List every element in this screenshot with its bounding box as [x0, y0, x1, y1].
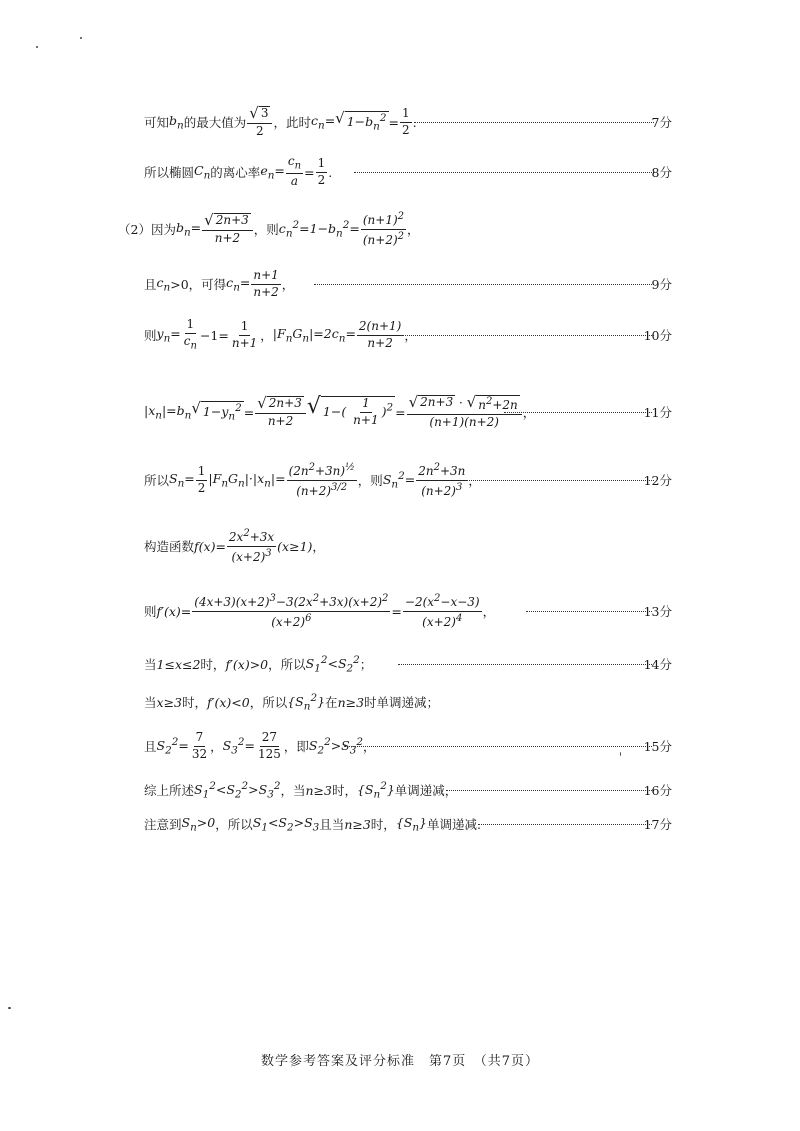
score-mark: 12分 [643, 473, 672, 488]
math-expression: 构造函数 f(x)= $\frac{2x^2+3x}{(x+2)^3}$ (x≥1) ， [144, 527, 325, 564]
score-mark: 16分 [643, 783, 672, 798]
solution-line [0, 802, 800, 846]
scan-speck [8, 1007, 11, 1009]
leader-dots [414, 122, 654, 123]
leader-dots [478, 824, 652, 825]
math-expression: 当 1≤x≤2 时， f′(x)>0 ，所以 $S_1^2<S_2^2$ ； [144, 653, 373, 675]
score-mark: 8分 [651, 165, 672, 180]
score-mark: 15分 [643, 739, 672, 754]
leader-dots [526, 611, 652, 612]
math-expression: 且 $S_2^2=$ $\frac{7}{32}$ ， $S_3^2=$ $\frac{27}{125}$ ，即 $S_2^2>S_3^2$ ， [144, 729, 376, 761]
score-mark: 9分 [651, 277, 672, 292]
math-expression: 注意到 $S_n>0$ ，所以 $S_1<S_2>S_3$ 且当 n≥3 时， $\{S_n\}$ 单调递减. [144, 814, 481, 834]
solution-line [0, 589, 800, 633]
leader-dots [504, 412, 652, 413]
solution-line [0, 100, 800, 144]
solution-line [0, 680, 800, 724]
math-expression: 当 x≥3 时， f′(x)<0 ，所以 $\{S_n^2\}$ 在 n≥3 时单调递减； [144, 691, 440, 713]
math-expression: 则 $y_n=$ $\frac{1}{c_n}$ −1= $\frac{1}{n+1}$ ， $|F_nG_n|=2c_n=$ $\frac{2(n+1)}{n+2}$ ， [144, 317, 417, 352]
leader-dots [314, 284, 654, 285]
solution-line [0, 262, 800, 306]
score-mark: 10分 [643, 328, 672, 343]
math-expression: 且 $c_n$ >0，可得 $c_n=$ $\frac{n+1}{n+2}$ ， [144, 267, 295, 299]
math-expression: 所以椭圆 $C_n$ 的离心率 $e_n=$ $\frac{c_n}{a}$ = $\frac{1}{2}$ . [144, 154, 333, 189]
leader-dots [466, 480, 654, 481]
solution-line [0, 313, 800, 357]
score-mark: 14分 [643, 657, 672, 672]
solution-line [0, 390, 800, 434]
math-expression: （2）因为 $b_n=$ √ 2n+3 n+2 ，则 $c_n^2=1-b_n^2=$ $\frac{(n+1)^2}{(n+2)^2}$ ， [118, 210, 420, 247]
score-mark: 13分 [643, 604, 672, 619]
leader-dots [344, 746, 652, 747]
solution-line [0, 524, 800, 568]
score-mark: 17分 [643, 817, 672, 832]
leader-dots [400, 335, 654, 336]
math-expression: 可知 $b_n$ 的最大值为 √ 3 2 ，此时 $c_n=$ √ $1-b_n^2$ = $\frac{1}{2}$ . [144, 103, 417, 138]
page-footer: 数学参考答案及评分标准 第7页 （共7页） [260, 1054, 540, 1069]
score-mark: 11分 [643, 405, 672, 420]
leader-dots [354, 172, 654, 173]
scan-speck [36, 46, 38, 48]
solution-line [0, 207, 800, 251]
math-expression: 则 f′(x)= $\frac{(4x+3)(x+2)^3-3(2x^2+3x)(x+2)^2}{(x+2)^6}$ = $\frac{-2(x^2-x-3)}{(x+2)^4}$ ， [144, 592, 496, 629]
math-expression: 综上所述 $S_1^2<S_2^2>S_3^2$ ，当 n≥3 时， $\{S_n^2\}$ 单调递减， [144, 779, 458, 801]
math-expression: $|x_n|=b_n$ √ $1-y_n^2$ = √ 2n+3 n+2 √ 1−( $\frac{1}{n+1}$ )$^2$ = √ 2n+3 · √ $n^2+2n$ (n+1)(n+2) ， [144, 392, 536, 429]
leader-dots [446, 790, 652, 791]
score-mark: 7分 [651, 115, 672, 130]
solution-line [0, 150, 800, 194]
scan-speck [80, 37, 82, 39]
scan-speck [620, 752, 621, 756]
solution-line [0, 724, 800, 768]
math-expression: 所以 $S_n=$ $\frac{1}{2}$ $|F_nG_n|\cdot|x_n|=$ $\frac{(2n^2+3n)^{\frac{1}{2}}}{(n+2)^{3/2}}$ ，则 $S_n^2=$ $\frac{2n^2+3n}{(n+2)^3}$ ， [144, 461, 481, 498]
solution-line [0, 458, 800, 502]
leader-dots [398, 664, 652, 665]
